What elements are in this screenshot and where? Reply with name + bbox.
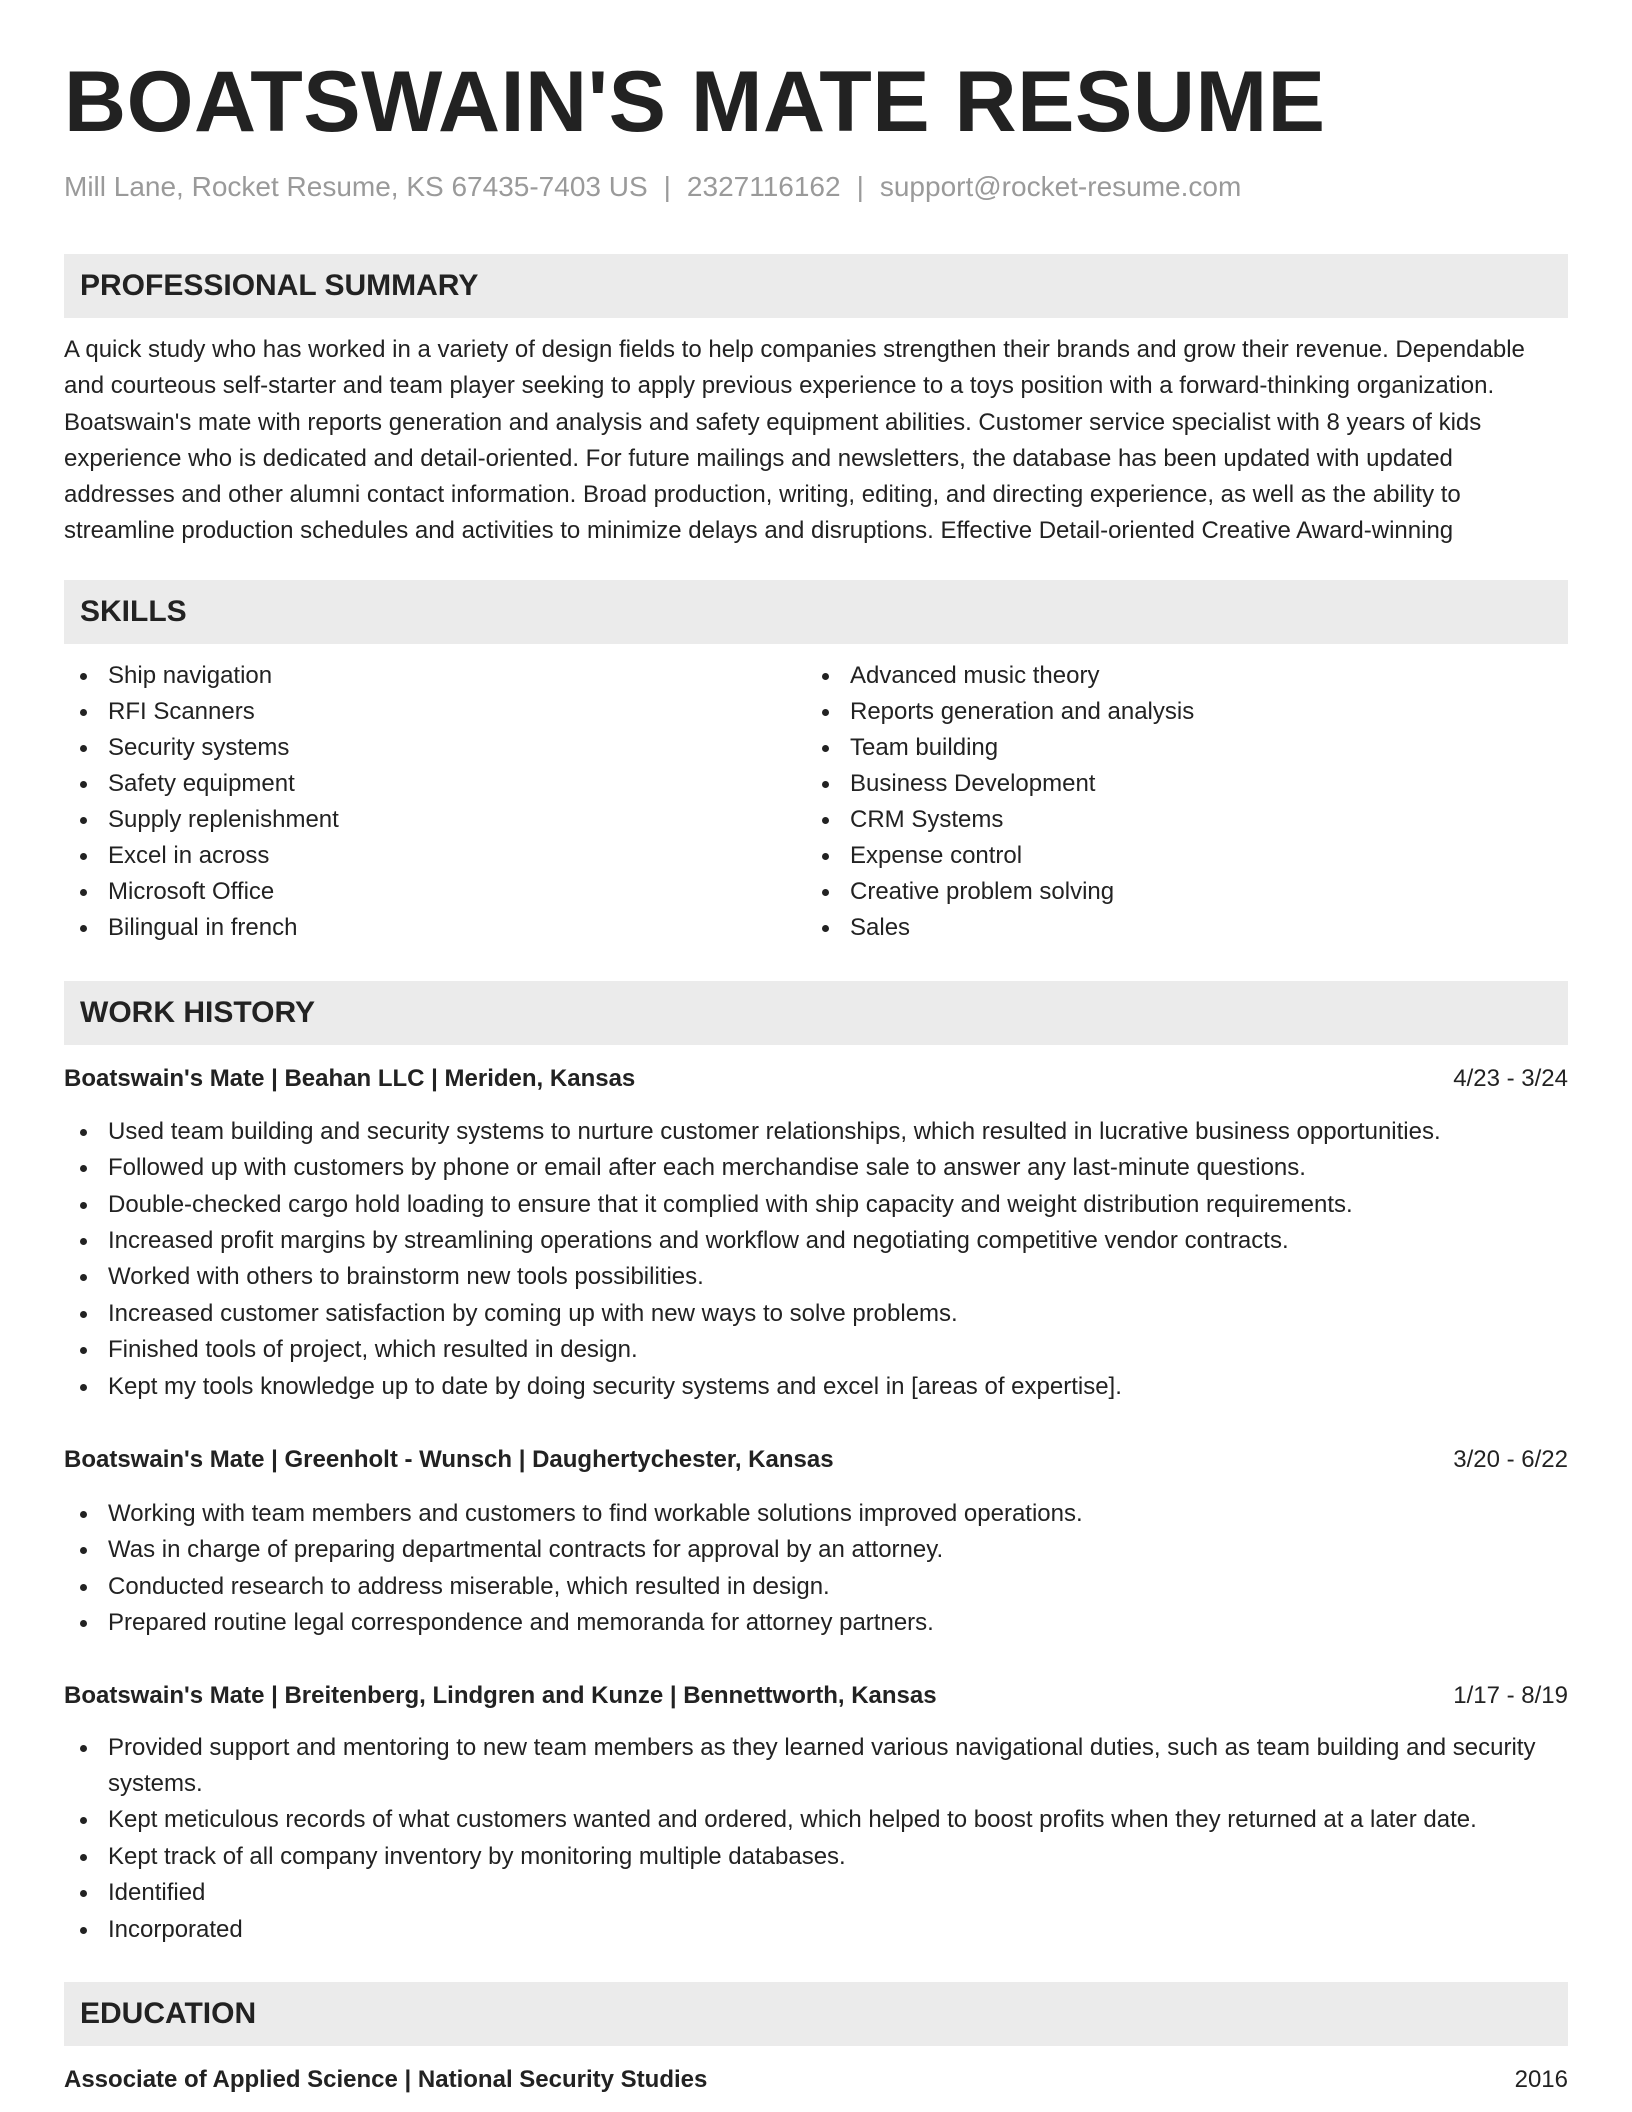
job-bullet: Incorporated: [64, 1912, 1568, 1948]
summary-text: A quick study who has worked in a variety of design fields to help companies strengthen their brands and grow their revenue. Dependable and courteous self-starter and team player seeking to apply previous experience to a toys position with a forward-thinking organization. Boatswain's mate with reports generation and analysis and safety equipment abilities. Customer service specialist with 8 years of kids experience who is dedicated and detail-oriented. For future mailings and newsletters, the database has been updated with updated addresses and other alumni contact information. Broad production, writing, editing, and directing experience, as well as the ability to streamline production schedules and activities to minimize delays and disruptions. Effective Detail-oriented Creative Award-winning: [64, 336, 1525, 545]
job-dates: 3/20 - 6/22: [1453, 1446, 1568, 1474]
skills-columns: [64, 658, 1568, 946]
skill-item: Ship navigation: [64, 658, 806, 694]
job-bullet: Used team building and security systems to nurture customer relationships, which resulted in lucrative business opportunities.: [64, 1114, 1568, 1150]
job-bullet: Working with team members and customers to find workable solutions improved operations.: [64, 1496, 1568, 1532]
job-bullets: [64, 1496, 1568, 1642]
skill-item: Bilingual in french: [64, 910, 806, 946]
job-bullet: Prepared routine legal correspondence and memoranda for attorney partners.: [64, 1605, 1568, 1641]
skill-item: Supply replenishment: [64, 802, 806, 838]
skill-item: Expense control: [806, 838, 1548, 874]
job-header: [64, 1678, 1568, 1714]
job-title: Boatswain's Mate | Beahan LLC | Meriden, Kansas: [64, 1064, 636, 1092]
job-entry: [64, 1442, 1568, 1642]
job-bullet: Finished tools of project, which resulted in design.: [64, 1332, 1568, 1368]
skill-item: CRM Systems: [806, 802, 1548, 838]
job-title: Boatswain's Mate | Greenholt - Wunsch | Daughertychester, Kansas: [64, 1446, 834, 1474]
contact-phone: 2327116162: [686, 171, 841, 202]
work-history-heading: WORK HISTORY: [64, 981, 1568, 1045]
job-bullet: Worked with others to brainstorm new tools possibilities.: [64, 1259, 1568, 1295]
skill-item: Team building: [806, 730, 1548, 766]
resume-page: [64, 0, 1568, 2098]
job-bullet: Provided support and mentoring to new team members as they learned various navigational duties, such as team building and security systems.: [64, 1730, 1568, 1803]
summary-heading: PROFESSIONAL SUMMARY: [64, 254, 1568, 318]
skill-item: Safety equipment: [64, 766, 806, 802]
contact-email[interactable]: support@rocket-resume.com: [879, 171, 1242, 202]
job-entry: [64, 1678, 1568, 1948]
skills-heading: SKILLS: [64, 580, 1568, 644]
job-bullet: Increased profit margins by streamlining operations and workflow and negotiating competitive vendor contracts.: [64, 1223, 1568, 1259]
education-year: 2016: [1514, 2066, 1568, 2094]
job-bullet: Kept meticulous records of what customers wanted and ordered, which helped to boost profits when they returned at a later date.: [64, 1802, 1568, 1838]
education-entry: [64, 2062, 1568, 2098]
contact-separator: |: [856, 171, 864, 202]
job-bullet: Increased customer satisfaction by coming up with new ways to solve problems.: [64, 1296, 1568, 1332]
skills-left-list: [64, 658, 806, 946]
education-heading: EDUCATION: [64, 1982, 1568, 2046]
skill-item: Security systems: [64, 730, 806, 766]
skill-item: Reports generation and analysis: [806, 694, 1548, 730]
job-bullet: Was in charge of preparing departmental contracts for approval by an attorney.: [64, 1532, 1568, 1568]
job-bullets: [64, 1114, 1568, 1405]
job-bullet: Identified: [64, 1875, 1568, 1911]
job-dates: 4/23 - 3/24: [1453, 1064, 1568, 1092]
resume-title: BOATSWAIN'S MATE RESUME: [64, 54, 1326, 150]
skill-item: Sales: [806, 910, 1548, 946]
job-header: [64, 1061, 1568, 1097]
contact-separator: |: [663, 171, 671, 202]
skills-right-list: [806, 658, 1548, 946]
job-title: Boatswain's Mate | Breitenberg, Lindgren and Kunze | Bennettworth, Kansas: [64, 1681, 937, 1709]
job-bullet: Followed up with customers by phone or email after each merchandise sale to answer any last-minute questions.: [64, 1150, 1568, 1186]
job-entry: [64, 1061, 1568, 1405]
skill-item: Business Development: [806, 766, 1548, 802]
job-bullet: Conducted research to address miserable, which resulted in design.: [64, 1569, 1568, 1605]
skill-item: RFI Scanners: [64, 694, 806, 730]
skill-item: Excel in across: [64, 838, 806, 874]
skill-item: Advanced music theory: [806, 658, 1548, 694]
skill-item: Microsoft Office: [64, 874, 806, 910]
job-header: [64, 1442, 1568, 1478]
contact-line: [64, 170, 1568, 204]
job-bullet: Double-checked cargo hold loading to ensure that it complied with ship capacity and weight distribution requirements.: [64, 1187, 1568, 1223]
job-bullets: [64, 1730, 1568, 1948]
job-bullet: Kept my tools knowledge up to date by doing security systems and excel in [areas of expertise].: [64, 1369, 1568, 1405]
skill-item: Creative problem solving: [806, 874, 1548, 910]
job-dates: 1/17 - 8/19: [1453, 1681, 1568, 1709]
contact-address: Mill Lane, Rocket Resume, KS 67435-7403 US: [64, 171, 648, 202]
job-bullet: Kept track of all company inventory by monitoring multiple databases.: [64, 1839, 1568, 1875]
education-degree: Associate of Applied Science | National Security Studies: [64, 2066, 708, 2094]
